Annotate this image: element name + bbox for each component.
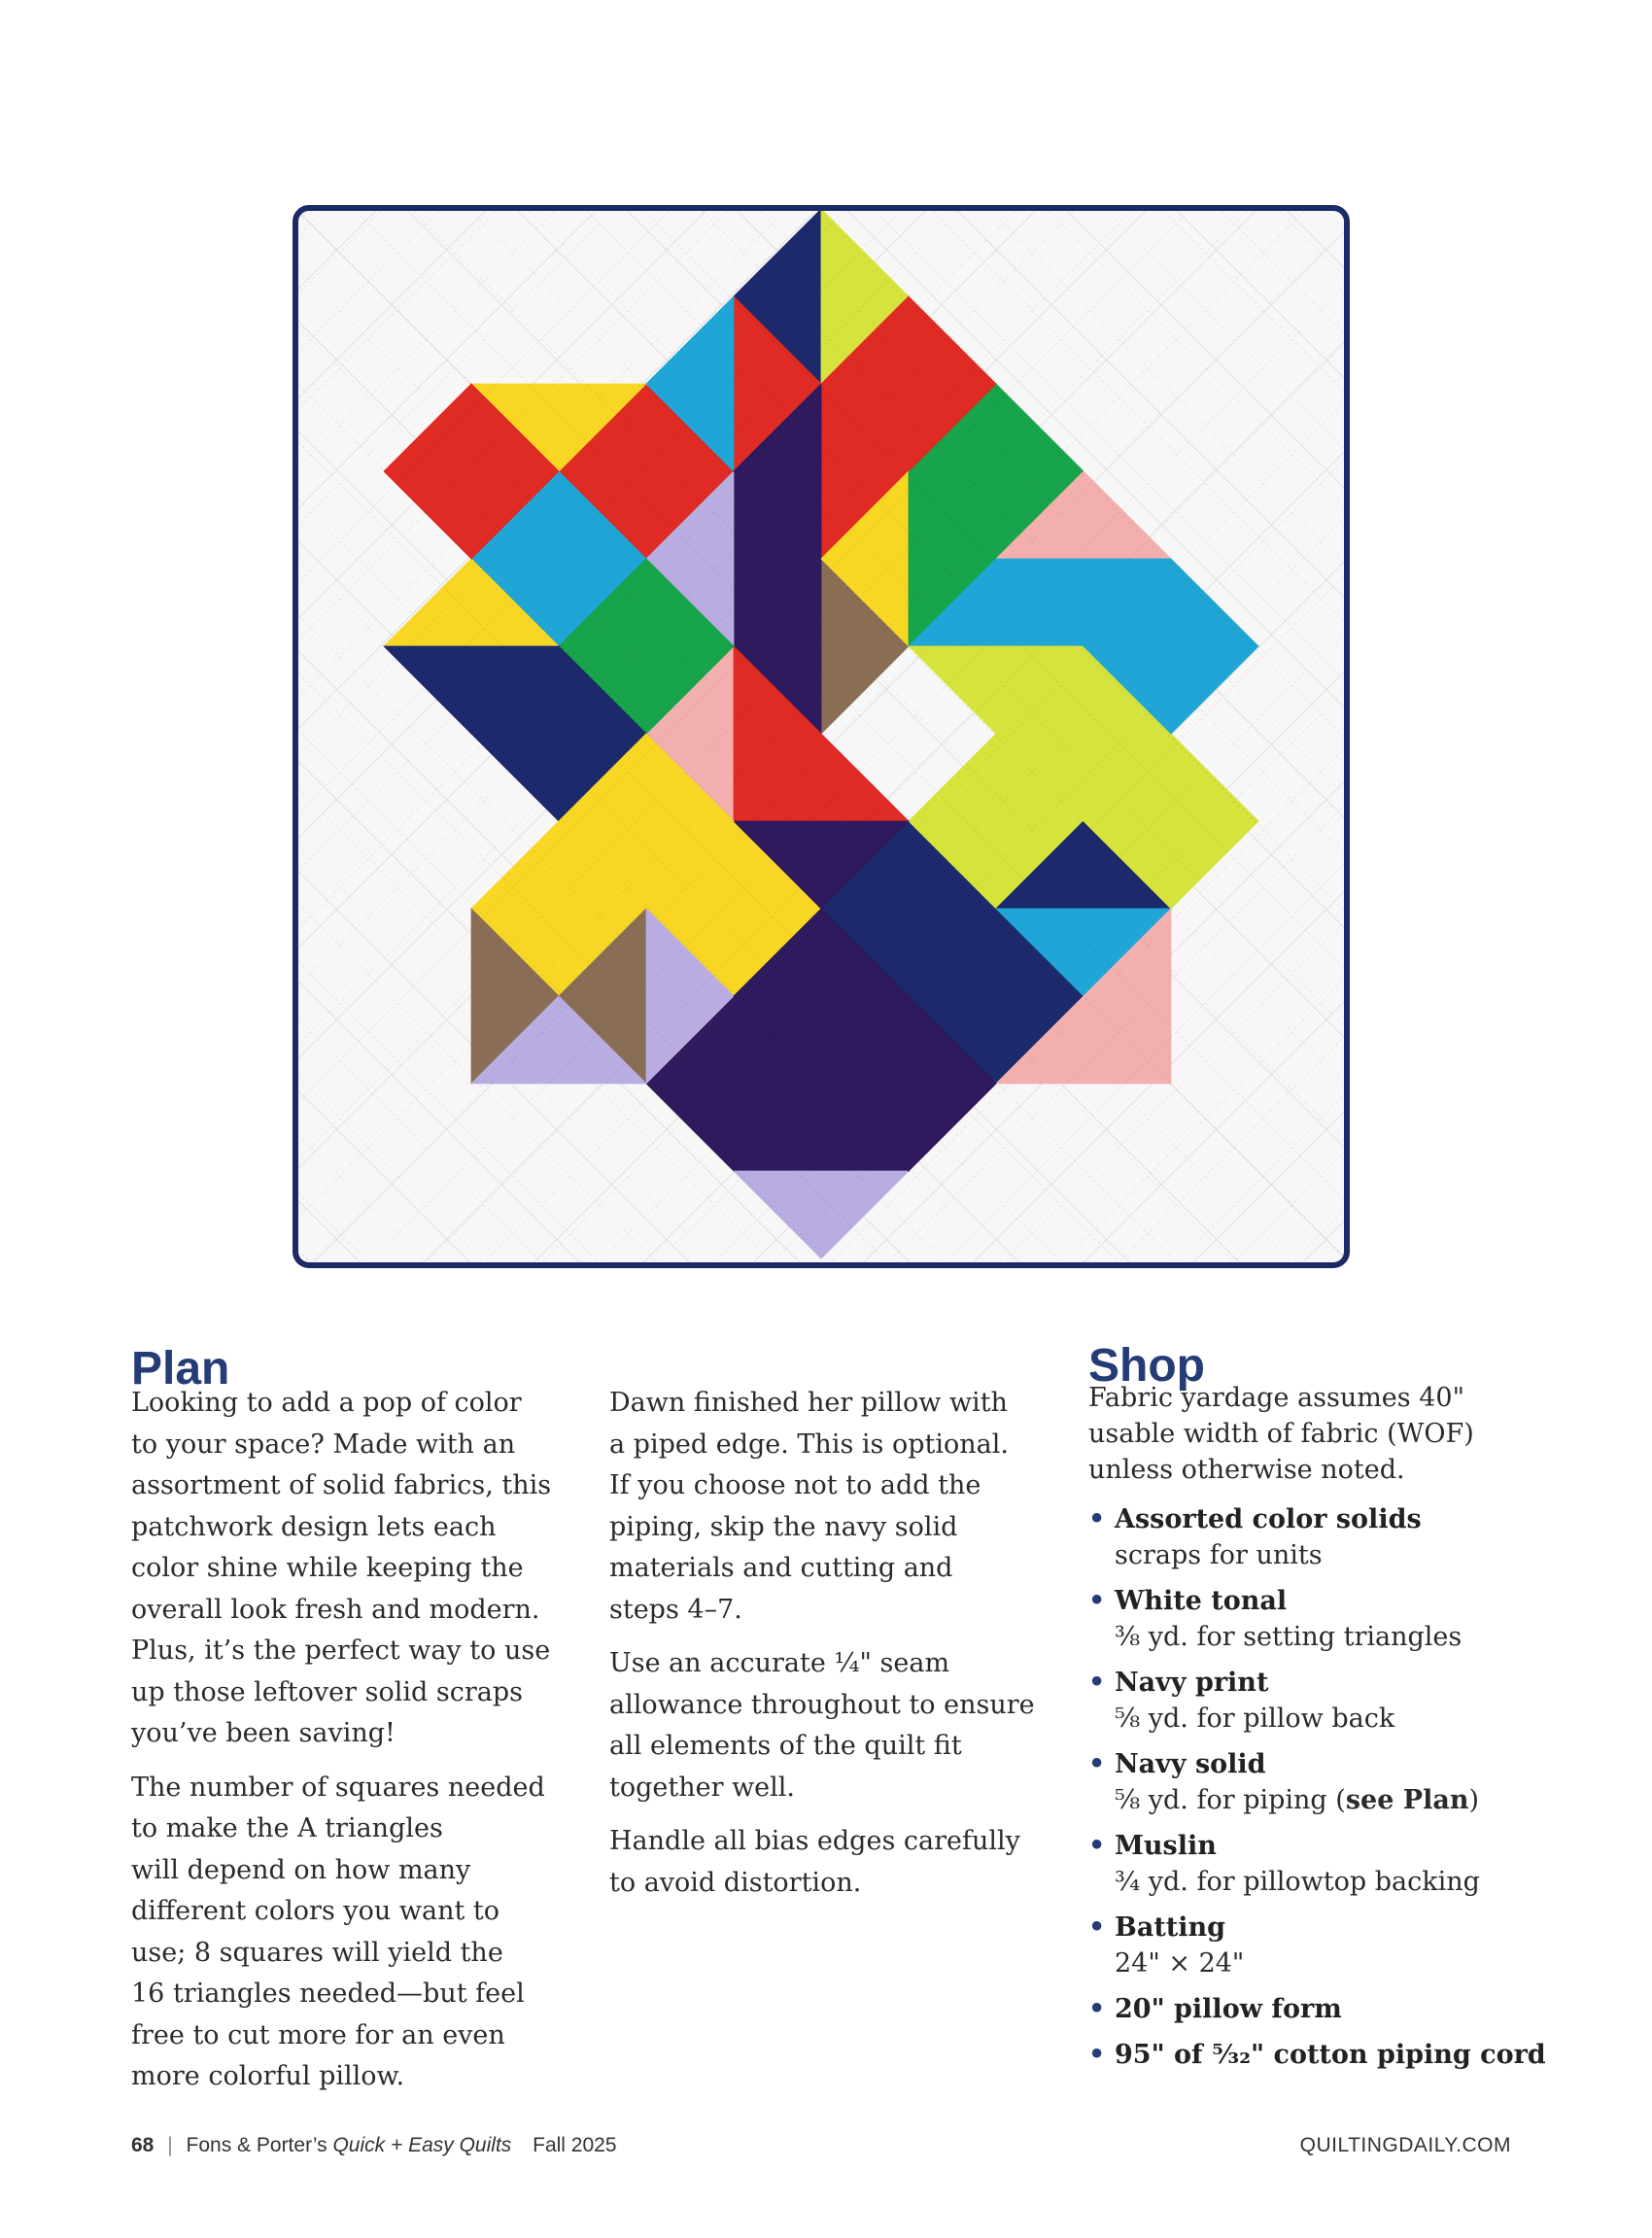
supplies-list [1088, 1501, 1546, 2083]
supply-description: ⅜ yd. for setting triangles [1115, 1622, 1463, 1652]
text-line: all elements of the quilt fit [609, 1731, 962, 1761]
supply-item [1088, 1910, 1546, 1981]
supply-description: scraps for units [1115, 1540, 1323, 1570]
page-number: 68 [131, 2134, 155, 2156]
supply-item [1088, 1991, 1546, 2027]
supply-name: • Batting [1115, 1912, 1226, 1943]
text-line: a piped edge. This is optional. [609, 1429, 1009, 1460]
text-line: 16 triangles needed—but feel [131, 1979, 525, 2009]
publication-title: Quick + Easy Quilts [332, 2134, 512, 2156]
text-line: will depend on how many [131, 1854, 471, 1885]
text-line: to your space? Made with an [131, 1429, 516, 1460]
supply-description: ¾ yd. for pillowtop backing [1115, 1867, 1480, 1897]
text-line: patchwork design lets each [131, 1511, 497, 1542]
supply-description: 24" × 24" [1115, 1948, 1245, 1979]
supply-description: ⅝ yd. for pillow back [1115, 1704, 1395, 1734]
text-line: unless otherwise noted. [1088, 1455, 1405, 1485]
text-line: Use an accurate ¼" seam [609, 1648, 950, 1678]
supply-name: • Assorted color solids [1115, 1504, 1422, 1534]
text-line: assortment of solid fabrics, this [131, 1470, 552, 1500]
text-line: If you choose not to add the [609, 1470, 981, 1500]
plan-paragraph-2 [131, 1768, 551, 2098]
text-line: more colorful pillow. [131, 2061, 405, 2091]
text-line: color shine while keeping the [131, 1553, 524, 1583]
text-line: different colors you want to [131, 1896, 500, 1926]
text-line: Plus, it’s the perfect way to use [131, 1635, 551, 1666]
text-line: to avoid distortion. [609, 1867, 862, 1898]
text-line: The number of squares needed [131, 1772, 545, 1803]
shop-heading: Shop [1088, 1340, 1205, 1392]
plan-paragraph-4 [609, 1643, 1035, 1808]
text-line: use; 8 squares will yield the [131, 1937, 503, 1968]
supply-name: • 95" of ⁵⁄₃₂" cotton piping cord [1115, 2040, 1546, 2070]
supply-item [1088, 1583, 1546, 1655]
publication-prefix: Fons & Porter’s [186, 2134, 333, 2156]
text-line: overall look fresh and modern. [131, 1594, 540, 1625]
supply-name: • Navy solid [1115, 1749, 1266, 1779]
text-line: allowance throughout to ensure [609, 1689, 1035, 1720]
supply-description [1115, 1782, 1546, 1818]
text-line: free to cut more for an even [131, 2019, 505, 2050]
supply-item [1088, 1746, 1546, 1818]
supply-item [1088, 1828, 1546, 1900]
supply-item [1088, 2037, 1546, 2073]
supply-description-text: ⅝ yd. for piping ( [1115, 1785, 1346, 1815]
plan-column-2 [609, 1383, 1035, 1916]
text-line: Looking to add a pop of color [131, 1388, 522, 1418]
supply-item [1088, 1665, 1546, 1737]
plan-heading: Plan [131, 1343, 230, 1394]
cross-reference: see Plan [1345, 1785, 1469, 1815]
supply-name: • Navy print [1115, 1668, 1269, 1698]
text-line: piping, skip the navy solid [609, 1511, 958, 1542]
text-line: to make the A triangles [131, 1813, 443, 1843]
text-line: Fabric yardage assumes 40" [1088, 1383, 1465, 1413]
text-line: steps 4–7. [609, 1594, 742, 1625]
text-line: up those leftover solid scraps [131, 1676, 523, 1707]
text-line: together well. [609, 1772, 796, 1803]
shop-intro [1088, 1380, 1474, 1488]
text-line: Dawn finished her pillow with [609, 1388, 1008, 1418]
plan-paragraph-1 [131, 1383, 551, 1755]
text-line: usable width of fabric (WOF) [1088, 1419, 1474, 1449]
supply-name: • 20" pillow form [1115, 1994, 1342, 2024]
footer-separator: | [167, 2134, 173, 2156]
supply-name: • Muslin [1115, 1831, 1217, 1861]
plan-column-1 [131, 1383, 551, 2111]
text-line: Handle all bias edges carefully [609, 1826, 1020, 1856]
supply-description-end: ) [1468, 1785, 1480, 1815]
quilt-pillow-photo [282, 194, 1360, 1283]
text-line: materials and cutting and [609, 1553, 953, 1583]
text-line: you’ve been saving! [131, 1718, 396, 1748]
supply-name: • White tonal [1115, 1586, 1288, 1616]
plan-paragraph-5 [609, 1821, 1035, 1904]
supply-item [1088, 1501, 1546, 1573]
issue-date: Fall 2025 [533, 2134, 617, 2156]
plan-paragraph-3 [609, 1383, 1035, 1631]
website-link[interactable]: QUILTINGDAILY.COM [1299, 2134, 1511, 2156]
page-footer [131, 2134, 1511, 2157]
